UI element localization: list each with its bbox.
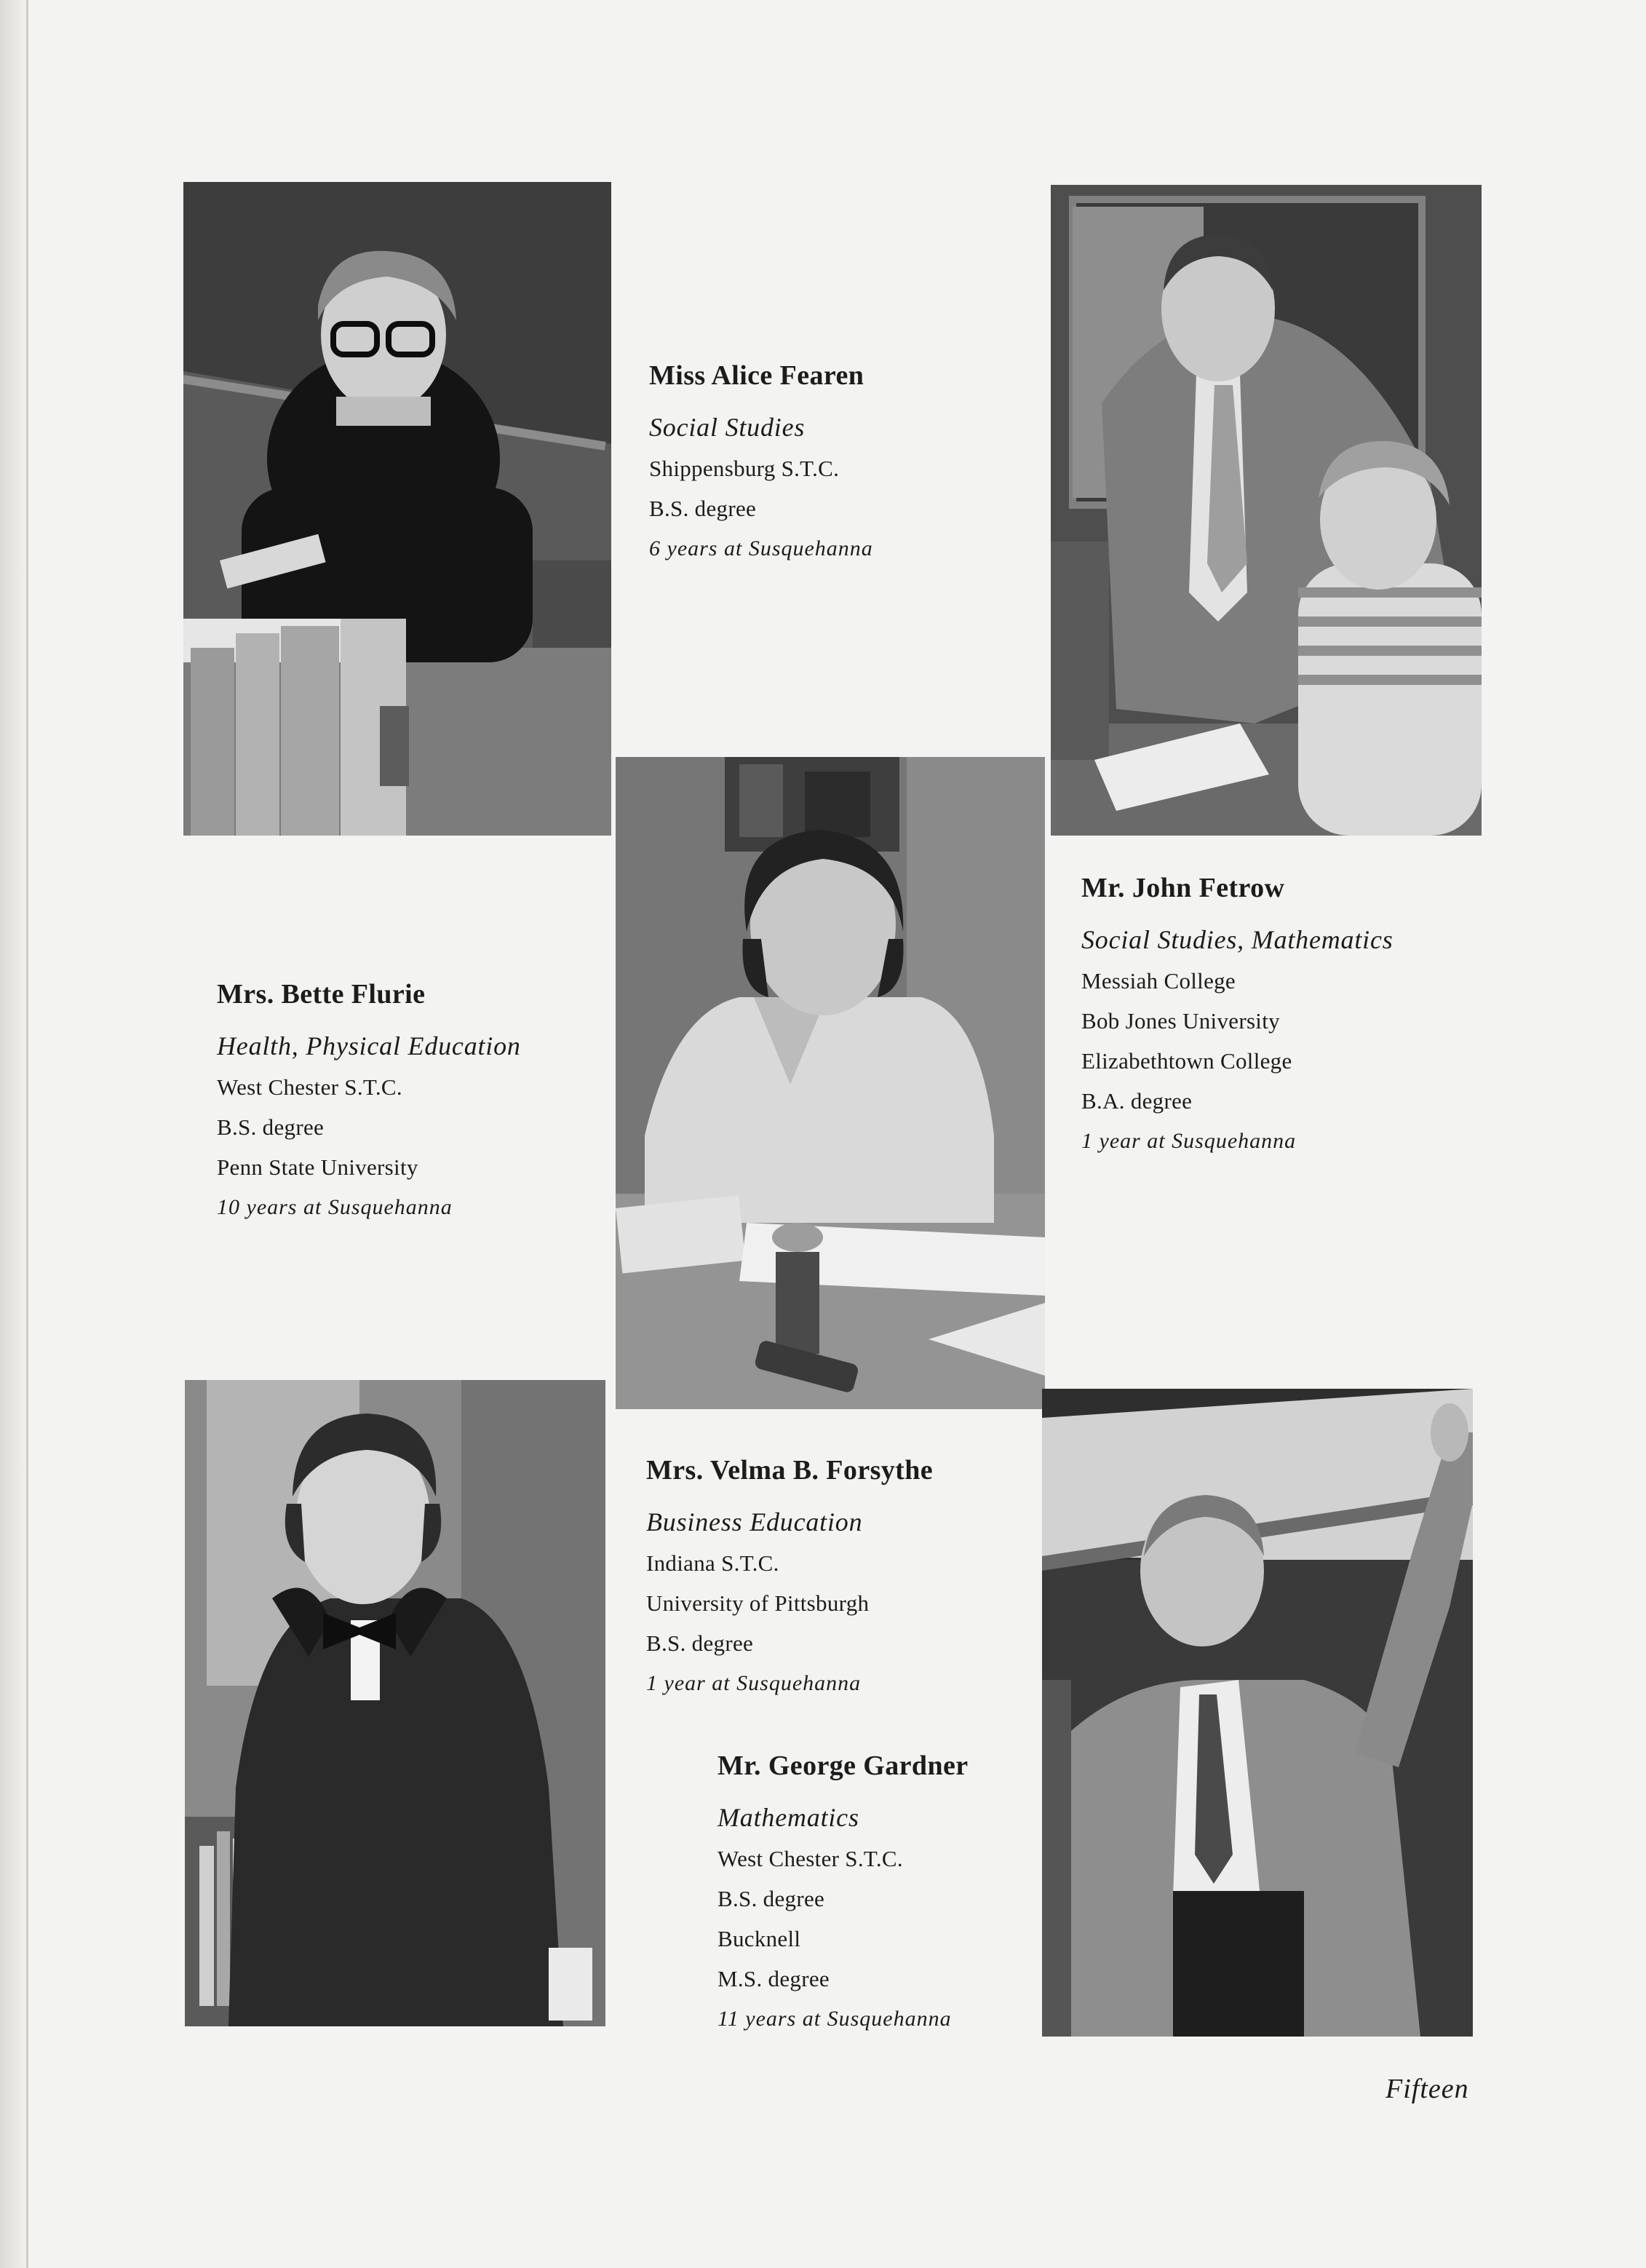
teacher-name: Mrs. Velma B. Forsythe (646, 1455, 934, 1486)
teacher-years: 1 year at Susquehanna (1081, 1129, 1297, 1153)
teacher-credential: Penn State University (217, 1154, 418, 1180)
teacher-photo-gardner (1042, 1389, 1473, 2037)
page-binding-edge (0, 0, 29, 2268)
teacher-credential: Messiah College (1081, 968, 1236, 994)
teacher-bio-flurie (217, 974, 521, 1227)
teacher-bio-fetrow (1081, 868, 1393, 1161)
teacher-credential: M.S. degree (717, 1966, 830, 1991)
teacher-credential: B.S. degree (717, 1886, 825, 1911)
teacher-name: Mr. George Gardner (717, 1750, 969, 1781)
teacher-subject: Business Education (646, 1507, 863, 1537)
teacher-credential: Bucknell (717, 1926, 801, 1951)
teacher-name: Mr. John Fetrow (1081, 873, 1285, 903)
teacher-photo-flurie (185, 1380, 605, 2026)
teacher-credential: B.S. degree (646, 1630, 754, 1656)
teacher-bio-forsythe (646, 1450, 933, 1703)
teacher-subject: Social Studies (649, 413, 806, 442)
teacher-credential: West Chester S.T.C. (717, 1846, 903, 1871)
teacher-credential: Shippensburg S.T.C. (649, 456, 840, 481)
teacher-credential: B.S. degree (217, 1114, 325, 1140)
binding-line (26, 0, 28, 2268)
teacher-bio-gardner (717, 1745, 969, 2039)
teacher-name: Miss Alice Fearen (649, 360, 864, 391)
teacher-photo-forsythe (616, 757, 1045, 1409)
teacher-photo-fearen (183, 182, 611, 836)
teacher-credential: B.A. degree (1081, 1088, 1193, 1114)
teacher-name: Mrs. Bette Flurie (217, 979, 426, 1010)
teacher-subject: Social Studies, Mathematics (1081, 925, 1393, 954)
teacher-photo-fetrow (1051, 185, 1482, 836)
teacher-credential: Indiana S.T.C. (646, 1550, 779, 1576)
teacher-credential: University of Pittsburgh (646, 1590, 870, 1616)
page-number: Fifteen (1385, 2074, 1469, 2104)
teacher-years: 6 years at Susquehanna (649, 536, 873, 560)
teacher-years: 11 years at Susquehanna (717, 2007, 952, 2031)
teacher-credential: West Chester S.T.C. (217, 1074, 402, 1100)
teacher-credential: Elizabethtown College (1081, 1048, 1292, 1074)
teacher-credential: Bob Jones University (1081, 1008, 1280, 1034)
teacher-years: 10 years at Susquehanna (217, 1195, 453, 1219)
teacher-subject: Mathematics (717, 1803, 859, 1832)
teacher-subject: Health, Physical Education (217, 1031, 521, 1060)
teacher-bio-fearen (649, 355, 873, 568)
teacher-credential: B.S. degree (649, 496, 757, 521)
teacher-years: 1 year at Susquehanna (646, 1671, 862, 1695)
